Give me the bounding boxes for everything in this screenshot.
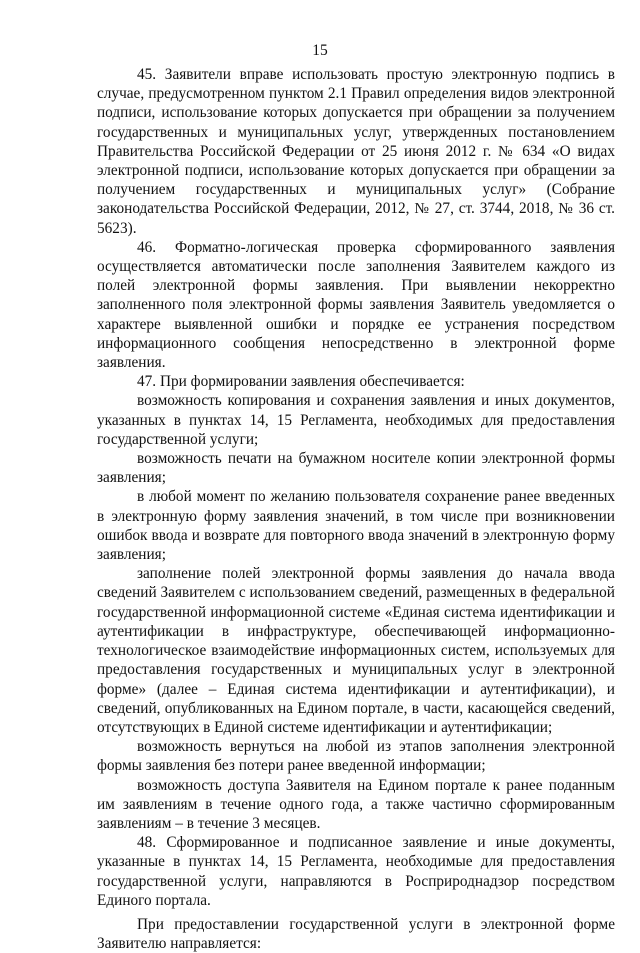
list-item-access-history: возможность доступа Заявителя на Едином портале к ранее поданным им заявлениям в течение одного года, а также частично сформированным заявлениям – в течение 3 месяцев.: [97, 776, 615, 832]
paragraph-48: 48. Сформированное и подписанное заявление и иные документы, указанные в пунктах 14, 15 Регламента, необходимые для предоставления государственной услуги, направляются в Росприроднадзор посредством Единого портала.: [97, 834, 615, 909]
list-item-prefill: заполнение полей электронной формы заявления до начала ввода сведений Заявителем с использованием сведений, размещенных в федеральной государственной информационной системе «Единая система идентификации и аутентификации в инфраструктуре, обеспечивающей информационно-технологическое взаимодействие информационных систем, используемых для предоставления государственных и муниципальных услуг в электронной форме» (далее – Единая система идентификации и аутентификации), и сведений, опубликованных на Едином портале, в части, касающейся сведений, отсутствующих в Единой системе идентификации и аутентификации;: [97, 565, 615, 736]
paragraph-47: 47. При формировании заявления обеспечивается:: [137, 373, 465, 391]
document-body: [97, 65, 615, 953]
list-item-copy-save: возможность копирования и сохранения заявления и иных документов, указанных в пунктах 14, 15 Регламента, необходимых для предоставления государственной услуги;: [97, 392, 615, 448]
list-item-return-stage: возможность вернуться на любой из этапов заполнения электронной формы заявления без потери ранее введенной информации;: [97, 738, 615, 775]
paragraph-46: 46. Форматно-логическая проверка сформированного заявления осуществляется автоматически после заполнения Заявителем каждого из полей электронной формы заявления. При выявлении некорректно заполненного поля электронной формы заявления Заявитель уведомляется о характере выявленной ошибки и порядке ее устранения посредством информационного сообщения непосредственно в электронной форме заявления.: [97, 238, 615, 372]
page-number: 15: [312, 42, 328, 59]
paragraph-45: 45. Заявители вправе использовать простую электронную подпись в случае, предусмотренном пунктом 2.1 Правил определения видов электронной подписи, использование которых допускается при обращении за получением государственных и муниципальных услуг, утвержденных постановлением Правительства Российской Федерации от 25 июня 2012 г. № 634 «О видах электронной подписи, использование которых допускается при обращении за получением государственных и муниципальных услуг» (Собрание законодательства Российской Федерации, 2012, № 27, ст. 3744, 2018, № 36 ст. 5623).: [97, 66, 615, 237]
list-item-save-values: в любой момент по желанию пользователя сохранение ранее введенных в электронную форму заявления значений, в том числе при возникновении ошибок ввода и возврате для повторного ввода значений в электронную форму заявления;: [97, 488, 615, 564]
paragraph-electronic-form: При предоставлении государственной услуги в электронной форме Заявителю направляется:: [97, 915, 615, 953]
list-item-print: возможность печати на бумажном носителе копии электронной формы заявления;: [97, 450, 615, 487]
